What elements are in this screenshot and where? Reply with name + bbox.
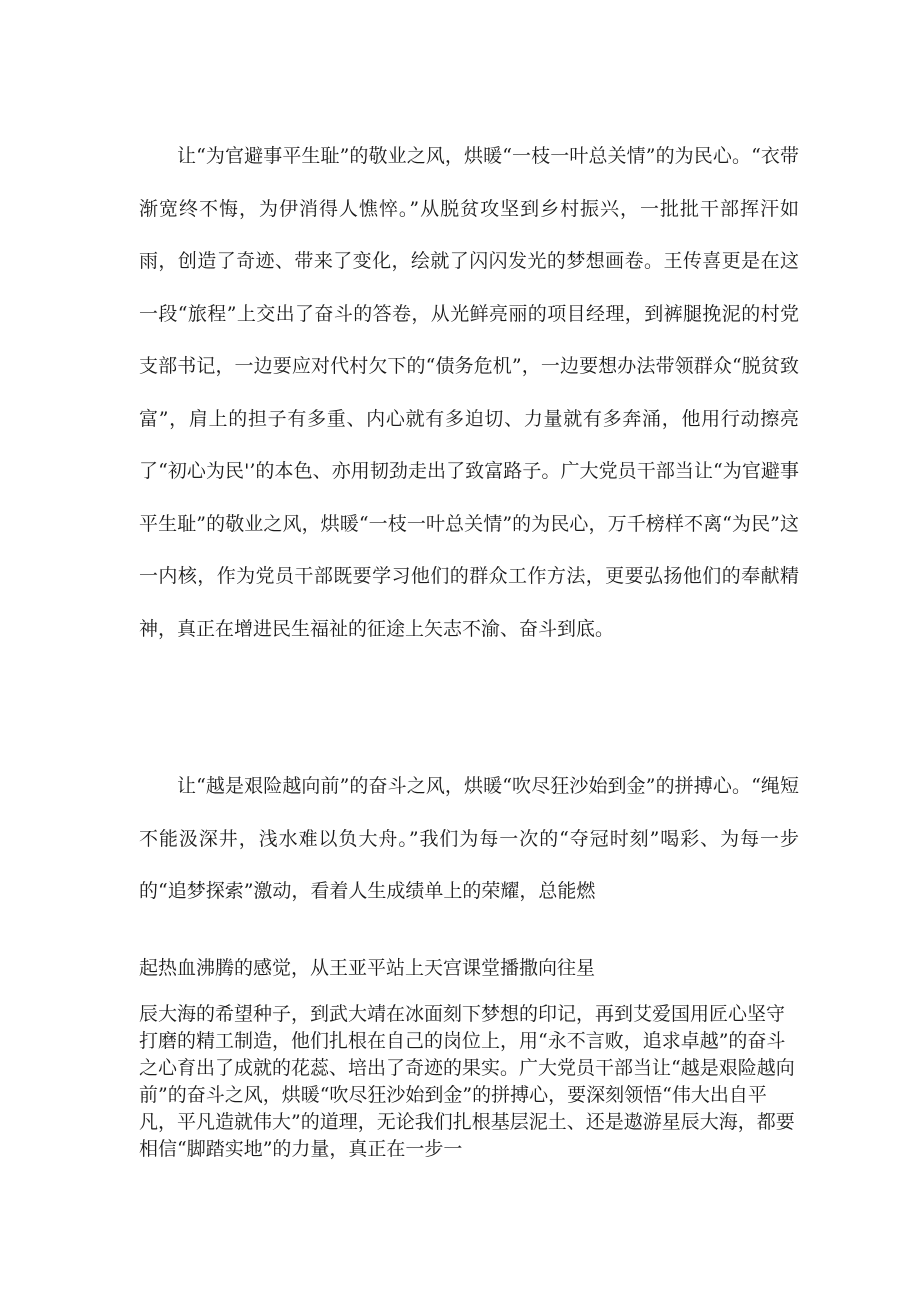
paragraph-2-continuation-block bbox=[139, 942, 799, 1163]
paragraph-2-continuation: 辰大海的希望种子，到武大靖在冰面刻下梦想的印记，再到艾爱国用匠心坚守打磨的精工制造，他们扎根在自己的岗位上，用“永不言败，追求卓越”的奋斗之心育出了成就的花蕊、培出了奇迹的果实。广大党员干部当让“越是艰险越向前”的奋斗之风，烘暖“吹尽狂沙始到金”的拼搏心，要深刻领悟“伟大出自平凡，平凡造就伟大”的道理，无论我们扎根基层泥土、还是遨游星辰大海，都要相信“脚踏实地”的力量，真正在一步一 bbox=[139, 1002, 795, 1160]
paragraph-2: 让“越是艰险越向前”的奋斗之风，烘暖“吹尽狂沙始到金”的拼搏心。“绳短不能汲深井，浅水难以负大舟。”我们为每一次的“夺冠时刻”喝彩、为每一步的“追梦探索”激动，看着人生成绩单上的荣耀，总能燃 bbox=[139, 775, 799, 902]
paragraph-2-last-spaced-line: 起热血沸腾的感觉，从王亚平站上天宫课堂播撒向往星 bbox=[139, 957, 596, 979]
paragraph-1: 让“为官避事平生耻”的敬业之风，烘暖“一枝一叶总关情”的为民心。“衣带渐宽终不悔，为伊消得人憔悴。”从脱贫攻坚到乡村振兴，一批批干部挥汗如雨，创造了奇迹、带来了变化，绘就了闪闪发光的梦想画卷。王传喜更是在这一段“旅程”上交出了奋斗的答卷，从光鲜亮丽的项目经理，到裤腿挽泥的村党支部书记，一边要应对代村欠下的“债务危机”，一边要想办法带领群众“脱贫致富”，肩上的担子有多重、内心就有多迫切、力量就有多奔涌，他用行动擦亮了“初心为民'’的本色、亦用韧劲走出了致富路子。广大党员干部当让“为官避事平生耻”的敬业之风，烘暖“一枝一叶总关情”的为民心，万千榜样不离“为民”这一内核，作为党员干部既要学习他们的群众工作方法，更要弘扬他们的奉献精神，真正在增进民生福祉的征途上矢志不渝、奋斗到底。 bbox=[139, 145, 799, 640]
